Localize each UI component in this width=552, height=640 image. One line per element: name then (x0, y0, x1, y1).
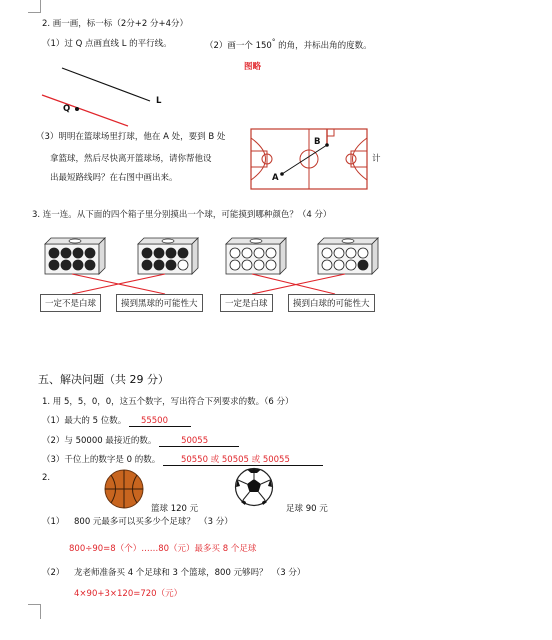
q2-part3-line1: （3）明明在篮球场里打球，他在 A 处，要到 B 处 (36, 132, 226, 142)
q2-part3-line2: 拿篮球，然后尽快离开篮球场，请你帮他设 (50, 154, 212, 164)
label-certainly-white: 一定是白球 (220, 294, 273, 312)
p1-a: （1）最大的 5 位数。 55500 (42, 414, 191, 427)
q2-part3-line1b: 计 (372, 154, 381, 164)
white-ball (334, 260, 344, 270)
label-l: L (156, 96, 162, 106)
p2-q2-num: （2） (42, 568, 65, 578)
white-ball (254, 248, 264, 258)
p1-c: （3）千位上的数字是 0 的数。 50550 或 50505 或 50055 (42, 453, 323, 466)
q2-part3-line3: 出最短路线吗？在右图中画出来。 (50, 173, 178, 183)
q2-part1: （1）过 Q 点画直线 L 的平行线。 (42, 39, 172, 49)
black-ball (85, 260, 95, 270)
point-a (280, 172, 284, 176)
label-q: Q (63, 104, 71, 114)
ball-box-4 (318, 238, 378, 274)
white-ball (230, 248, 240, 258)
p2-q1-num: （1） (42, 517, 65, 527)
black-ball (49, 260, 59, 270)
basketball-price: 篮球 120 元 (151, 504, 199, 514)
black-ball (358, 260, 368, 270)
black-ball (49, 248, 59, 258)
black-ball (142, 248, 152, 258)
white-ball (322, 260, 332, 270)
line-through-q (42, 95, 128, 126)
omitted-figure-note: 图略 (244, 62, 262, 72)
black-ball (154, 248, 164, 258)
white-ball (230, 260, 240, 270)
white-ball (358, 248, 368, 258)
p2-q1: 800 元最多可以买多少个足球？ （3 分） (74, 517, 233, 527)
black-ball (73, 248, 83, 258)
label-likely-black: 摸到黑球的可能性大 (116, 294, 203, 312)
p2-q1-answer: 800÷90=8（个）……80（元）最多买 8 个足球 (69, 544, 257, 554)
section5-title: 五、解决问题（共 29 分） (38, 373, 169, 386)
white-ball (266, 248, 276, 258)
white-ball (242, 248, 252, 258)
label-not-white: 一定不是白球 (40, 294, 101, 312)
p1-c-answer: 50550 或 50505 或 50055 (163, 453, 323, 466)
black-ball (166, 248, 176, 258)
black-ball (73, 260, 83, 270)
corner-mark-bottom (28, 604, 41, 619)
point-q (75, 107, 79, 111)
white-ball (322, 248, 332, 258)
black-ball (61, 248, 71, 258)
label-a: A (272, 173, 279, 183)
white-ball (266, 260, 276, 270)
black-ball (154, 260, 164, 270)
basketball-court (250, 128, 370, 192)
black-ball (85, 248, 95, 258)
q2-part2: （2）画一个 150° 的角，并标出角的度数。 (205, 37, 372, 51)
q3-title: 3. 连一连。从下面的四个箱子里分别摸出一个球，可能摸到哪种颜色？（4 分） (32, 210, 332, 220)
black-ball (61, 260, 71, 270)
p1-b-answer: 50055 (159, 436, 239, 447)
white-ball (178, 260, 188, 270)
p1-b: （2）与 50000 最接近的数。 50055 (42, 434, 239, 447)
black-ball (142, 260, 152, 270)
white-ball (346, 260, 356, 270)
football-icon (234, 467, 274, 507)
football-price: 足球 90 元 (286, 504, 328, 514)
p2-num: 2. (42, 473, 51, 483)
p2-q2-answer: 4×90+3×120=720（元） (74, 589, 183, 599)
label-likely-white: 摸到白球的可能性大 (288, 294, 375, 312)
ball-box-3 (226, 238, 286, 274)
label-b: B (314, 137, 321, 147)
black-ball (178, 248, 188, 258)
white-ball (242, 260, 252, 270)
white-ball (334, 248, 344, 258)
ball-box-1 (45, 238, 105, 274)
p1-a-answer: 55500 (129, 416, 191, 427)
parallel-line-figure (0, 0, 552, 130)
basketball-icon (104, 469, 144, 509)
q2-title: 2. 画一画，标一标（2分+2 分+4分） (42, 19, 188, 29)
ball-box-2 (138, 238, 198, 274)
black-ball (166, 260, 176, 270)
white-ball (346, 248, 356, 258)
p1-title: 1. 用 5，5，0，0，这五个数字，写出符合下列要求的数。（6 分） (42, 397, 294, 407)
p2-q2: 龙老师准备买 4 个足球和 3 个篮球，800 元够吗？ （3 分） (74, 568, 306, 578)
point-b (325, 143, 329, 147)
white-ball (254, 260, 264, 270)
line-l (62, 68, 150, 101)
